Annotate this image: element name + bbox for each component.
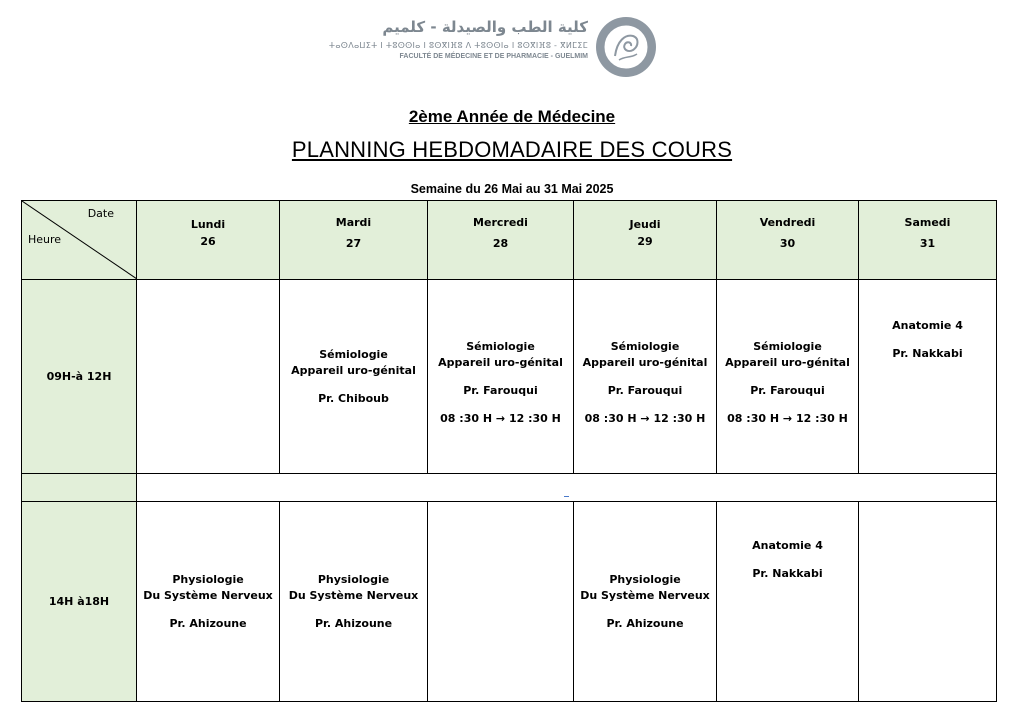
schedule-cell: [280, 502, 428, 702]
schedule-cell: [574, 280, 717, 474]
day-number: 30: [779, 237, 796, 250]
schedule-cell: [717, 502, 859, 702]
day-number: 26: [200, 235, 216, 248]
day-number: 28: [492, 237, 509, 250]
course-name: Sémiologie: [610, 339, 680, 353]
time-start: 08 :30 H: [727, 411, 780, 425]
faculty-name-tifinagh: ⵜⴰⵙⴷⴰⵡⵉⵜ ⵏ ⵜⵓⵙⵙⵏⴰ ⵏ ⵓⵙⴳⵏⴼⵓ ⴷ ⵜⵓⵙⵙⵏⴰ ⵏ ⵓⵙⴳⵏⴼⵓ - ⴳⵍⵎⵉⵎ: [328, 41, 588, 50]
schedule-table: [21, 200, 997, 702]
course-time: [574, 411, 716, 427]
professor-name: Pr. Ahizoune: [314, 616, 393, 630]
course-name: Sémiologie: [466, 339, 535, 353]
course-name: Sémiologie: [753, 339, 822, 353]
faculty-seal-icon: [595, 16, 657, 78]
time-end: 12 :30 H: [653, 411, 706, 425]
day-number: 29: [637, 235, 653, 248]
professor-name: Pr. Farouqui: [750, 383, 825, 397]
spacer-band: [137, 474, 997, 502]
schedule-cell-empty: [137, 280, 280, 474]
day-header: [859, 201, 997, 280]
day-number: 27: [345, 237, 362, 250]
day-name: Samedi: [904, 216, 951, 229]
day-header: [717, 201, 859, 280]
course-name: Anatomie 4: [752, 539, 823, 552]
corner-hour-label: Heure: [28, 233, 62, 246]
day-name: Jeudi: [629, 218, 661, 231]
course-module: Du Système Nerveux: [288, 588, 419, 602]
day-number: 31: [919, 237, 936, 250]
day-header: [280, 201, 428, 280]
time-slot-afternoon: 14H à18H: [22, 502, 137, 702]
schedule-cell-empty: [428, 502, 574, 702]
professor-name: Pr. Ahizoune: [606, 616, 684, 630]
day-name: Mardi: [335, 216, 372, 229]
course-module: Du Système Nerveux: [580, 588, 710, 602]
course-time: [428, 411, 573, 427]
table-row-spacer: [22, 474, 997, 502]
schedule-cell: [574, 502, 717, 702]
day-header: [428, 201, 574, 280]
professor-name: Pr. Nakkabi: [752, 567, 823, 580]
spacer-cell: [22, 474, 137, 502]
time-start: 08 :30 H: [584, 411, 637, 425]
faculty-logo: [328, 14, 680, 80]
corner-date-label: Date: [87, 207, 114, 220]
arrow-right-icon: →: [495, 411, 506, 425]
professor-name: Pr. Farouqui: [463, 383, 538, 397]
faculty-name-french: FACULTÉ DE MÉDECINE ET DE PHARMACIE - GUELMIM: [399, 53, 588, 60]
professor-name: Pr. Nakkabi: [892, 347, 963, 360]
course-name: Physiologie: [609, 572, 681, 586]
week-range: Semaine du 26 Mai au 31 Mai 2025: [410, 182, 614, 196]
table-row: [22, 502, 997, 702]
table-header-row: [22, 201, 997, 280]
time-slot-morning: 09H-à 12H: [22, 280, 137, 474]
table-row: [22, 280, 997, 474]
schedule-cell: [859, 280, 997, 474]
time-end: 12 :30 H: [795, 411, 848, 425]
arrow-right-icon: →: [782, 411, 793, 425]
course-module: Du Système Nerveux: [143, 588, 273, 602]
day-name: Vendredi: [759, 216, 816, 229]
faculty-name-arabic: كلية الطب والصيدلة - كلميم: [382, 18, 588, 36]
page-subtitle: PLANNING HEBDOMADAIRE DES COURS: [291, 137, 733, 162]
schedule-cell: [428, 280, 574, 474]
schedule-cell: [137, 502, 280, 702]
course-module: Appareil uro-génital: [725, 355, 850, 369]
spacer-mark: [564, 496, 569, 497]
schedule-cell: [280, 280, 428, 474]
schedule-cell-empty: [859, 502, 997, 702]
professor-name: Pr. Ahizoune: [169, 616, 247, 630]
course-name: Physiologie: [172, 572, 244, 586]
course-module: Appareil uro-génital: [582, 355, 708, 369]
corner-cell: [22, 201, 137, 280]
day-header: [574, 201, 717, 280]
time-end: 12 :30 H: [508, 411, 561, 425]
professor-name: Pr. Chiboub: [318, 391, 389, 405]
arrow-right-icon: →: [640, 411, 650, 425]
day-name: Lundi: [190, 218, 226, 231]
day-name: Mercredi: [473, 216, 528, 229]
course-name: Sémiologie: [319, 347, 388, 361]
course-time: [717, 411, 858, 427]
schedule-cell: [717, 280, 859, 474]
course-name: Physiologie: [317, 572, 390, 586]
course-name: Anatomie 4: [892, 319, 963, 332]
course-module: Appareil uro-génital: [291, 363, 416, 377]
page-title: 2ème Année de Médecine: [408, 107, 616, 126]
professor-name: Pr. Farouqui: [607, 383, 683, 397]
course-module: Appareil uro-génital: [438, 355, 563, 369]
time-start: 08 :30 H: [440, 411, 493, 425]
day-header: [137, 201, 280, 280]
